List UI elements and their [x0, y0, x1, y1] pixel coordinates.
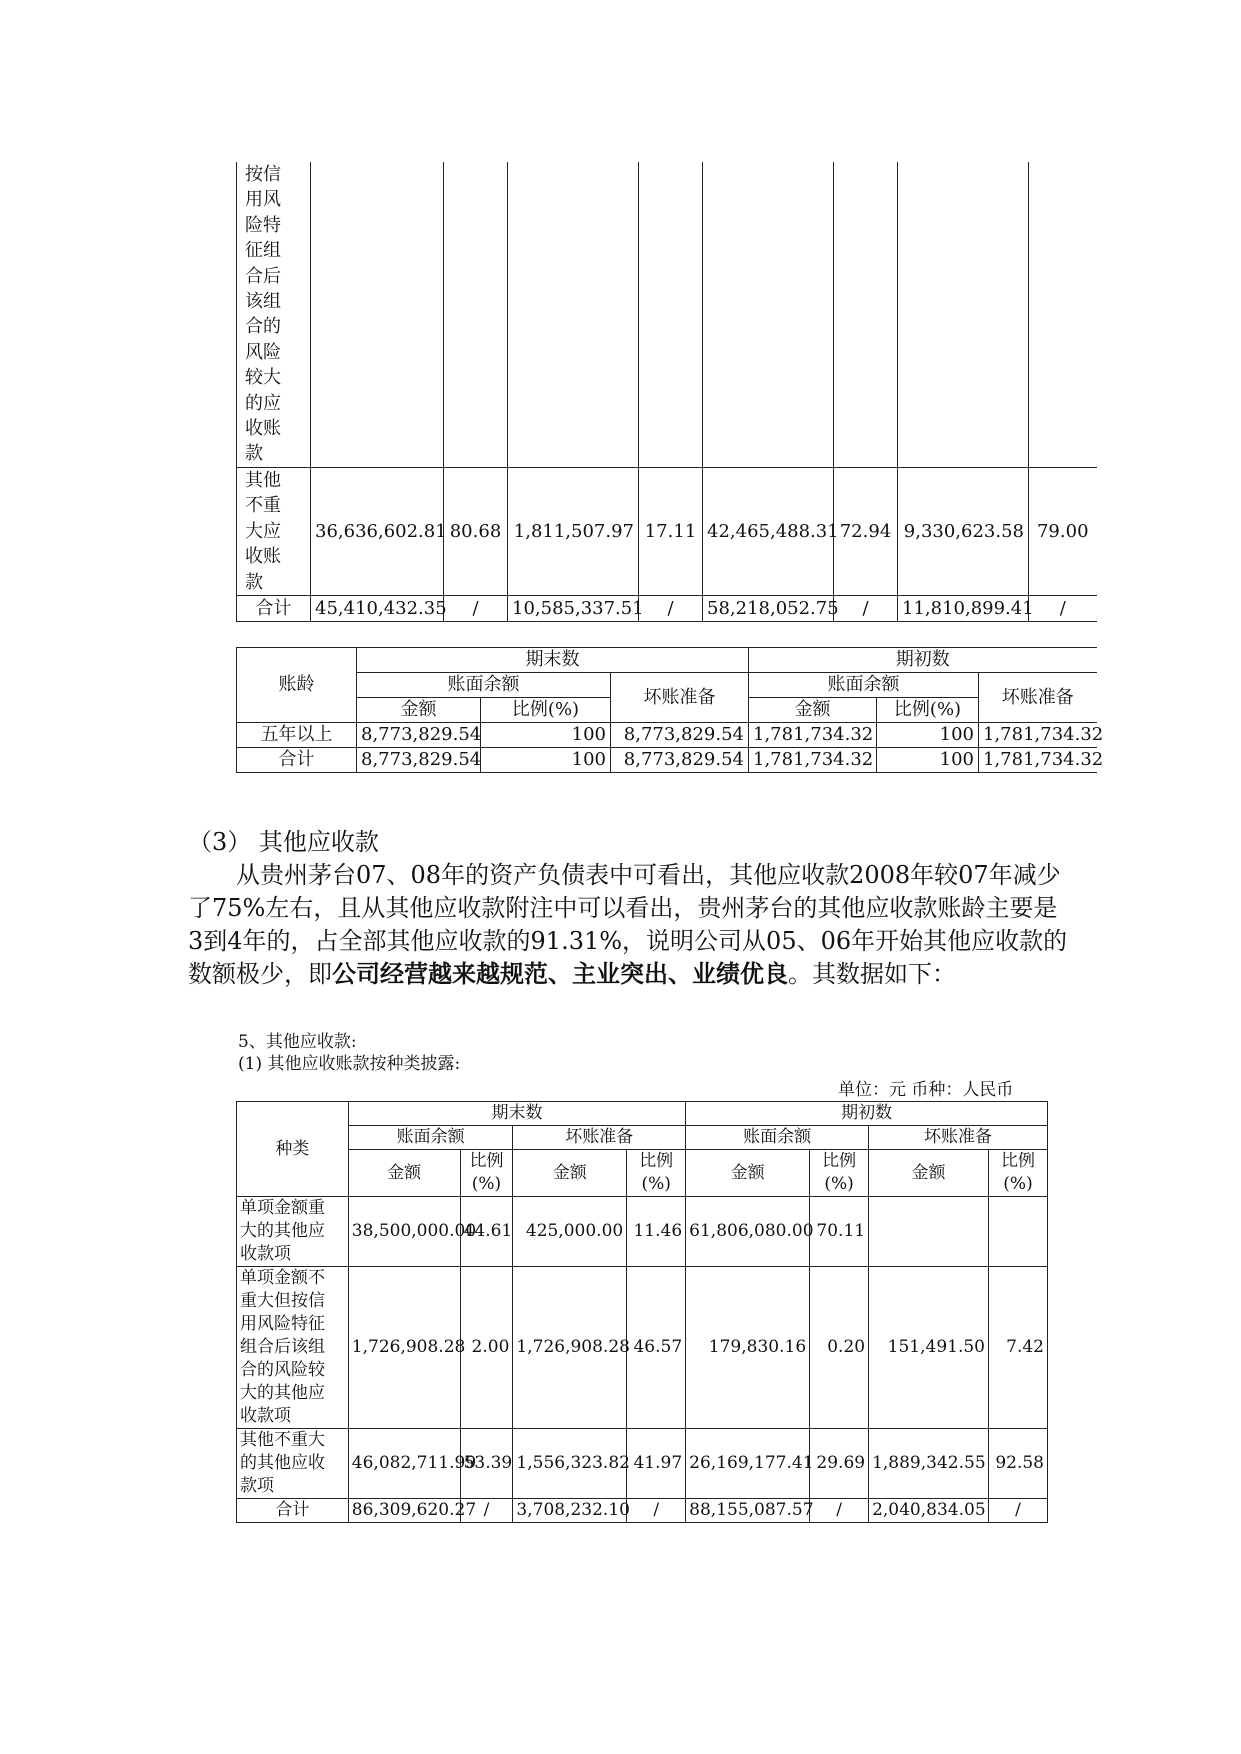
- cell: 11,810,899.41: [898, 595, 1029, 621]
- table-row: [237, 1429, 1048, 1499]
- cell: 46.57: [627, 1267, 686, 1429]
- cell: 179,830.16: [686, 1267, 810, 1429]
- table-row: [237, 748, 1097, 773]
- row-label: 单项金额不 重大但按信 用风险特征 组合后该组 合的风险较 大的其他应 收款项: [237, 1267, 349, 1429]
- cell: 2.00: [460, 1267, 513, 1429]
- table-header-row: [237, 1102, 1048, 1126]
- table-row: [237, 1197, 1048, 1267]
- cell: 1,556,323.82: [513, 1429, 627, 1499]
- cell: 61,806,080.00: [686, 1197, 810, 1267]
- table-row-other: [237, 467, 1097, 595]
- cell: 86,309,620.27: [348, 1499, 460, 1523]
- header-bad-debt: 坏账准备: [611, 673, 749, 723]
- cell: [989, 1197, 1048, 1267]
- cell: 88,155,087.57: [686, 1499, 810, 1523]
- cell: 1,726,908.28: [513, 1267, 627, 1429]
- cell: 41.97: [627, 1429, 686, 1499]
- header-book-balance: 账面余额: [749, 673, 979, 698]
- header-ratio: 比例 (%): [460, 1150, 513, 1197]
- cell: 100: [481, 748, 611, 773]
- header-begin: 期初数: [749, 648, 1097, 673]
- cell: 1,781,734.32: [749, 723, 877, 748]
- cell: 1,781,734.32: [979, 723, 1097, 748]
- paragraph-text: 从贵州茅台07、08年的资产负债表中可看出，其他应收款2008年较07年减少了75%左右，且从其他应收款附注中可以看出，贵州茅台的其他应收款账龄主要是3到4年的，占全部其他应收款的91.31%，说明公司从05、06年开始其他应收款的数额极少，即: [188, 861, 1068, 988]
- receivables-table-continued: [236, 162, 1097, 622]
- cell: 38,500,000.00: [348, 1197, 460, 1267]
- cell: 9,330,623.58: [898, 467, 1029, 595]
- cell: /: [810, 1499, 869, 1523]
- table-row-total: [237, 1499, 1048, 1523]
- cell: 46,082,711.99: [348, 1429, 460, 1499]
- row-label-other: 其他 不重 大应 收账 款: [237, 467, 311, 595]
- cell: 1,811,507.97: [508, 467, 639, 595]
- header-ratio: 比例(%): [481, 698, 611, 723]
- cell: 17.11: [639, 467, 703, 595]
- cell: 8,773,829.54: [611, 748, 749, 773]
- row-label: 单项金额重 大的其他应 收款项: [237, 1197, 349, 1267]
- cell: /: [989, 1499, 1048, 1523]
- cell: 45,410,432.35: [311, 595, 444, 621]
- cell: 70.11: [810, 1197, 869, 1267]
- cell: 2,040,834.05: [869, 1499, 989, 1523]
- header-bad-debt: 坏账准备: [869, 1126, 1048, 1150]
- cell: 42,465,488.31: [703, 467, 834, 595]
- header-book-balance: 账面余额: [686, 1126, 869, 1150]
- cell: [869, 1197, 989, 1267]
- cell: 92.58: [989, 1429, 1048, 1499]
- header-book-balance: 账面余额: [357, 673, 611, 698]
- cell: /: [444, 595, 508, 621]
- header-amount: 金额: [357, 698, 481, 723]
- cell: 36,636,602.81: [311, 467, 444, 595]
- row-label-risk: 按信 用风 险特 征组 合后 该组 合的 风险 较大 的应 收账 款: [237, 162, 311, 467]
- cell: 100: [877, 748, 979, 773]
- aging-table: [236, 647, 1104, 773]
- cell: 151,491.50: [869, 1267, 989, 1429]
- cell: 11.46: [627, 1197, 686, 1267]
- header-aging: 账龄: [237, 648, 357, 723]
- section-heading: （3） 其他应收款: [188, 828, 379, 856]
- body-paragraph: [188, 859, 1068, 991]
- cell: /: [639, 595, 703, 621]
- table-row: [237, 723, 1097, 748]
- table-header-row: [237, 1126, 1048, 1150]
- row-label: 合计: [237, 748, 357, 773]
- cell: /: [1029, 595, 1097, 621]
- cell: 100: [877, 723, 979, 748]
- cell: 1,726,908.28: [348, 1267, 460, 1429]
- paragraph-text-end: 。其数据如下：: [788, 960, 956, 988]
- cell: /: [834, 595, 898, 621]
- cell: 44.61: [460, 1197, 513, 1267]
- header-ratio: 比例(%): [877, 698, 979, 723]
- cell: 8,773,829.54: [357, 748, 481, 773]
- cell: /: [627, 1499, 686, 1523]
- header-amount: 金额: [513, 1150, 627, 1197]
- header-amount: 金额: [869, 1150, 989, 1197]
- header-ratio: 比例 (%): [810, 1150, 869, 1197]
- header-ratio: 比例 (%): [989, 1150, 1048, 1197]
- row-label: 五年以上: [237, 723, 357, 748]
- cell: 100: [481, 723, 611, 748]
- cell: 79.00: [1029, 467, 1097, 595]
- header-ratio: 比例 (%): [627, 1150, 686, 1197]
- cell: 53.39: [460, 1429, 513, 1499]
- header-bad-debt: 坏账准备: [979, 673, 1097, 723]
- cell: 3,708,232.10: [513, 1499, 627, 1523]
- table-header-row: [237, 648, 1097, 673]
- table-row: [237, 1267, 1048, 1429]
- header-amount: 金额: [686, 1150, 810, 1197]
- header-amount: 金额: [749, 698, 877, 723]
- cell: 1,889,342.55: [869, 1429, 989, 1499]
- cell: /: [460, 1499, 513, 1523]
- note-title: 5、其他应收款:: [238, 1032, 357, 1052]
- cell: 80.68: [444, 467, 508, 595]
- table-row-risk: [237, 162, 1097, 467]
- cell: 26,169,177.41: [686, 1429, 810, 1499]
- header-end: 期末数: [348, 1102, 685, 1126]
- cell: 8,773,829.54: [611, 723, 749, 748]
- header-begin: 期初数: [686, 1102, 1048, 1126]
- cell: 1,781,734.32: [749, 748, 877, 773]
- cell: 10,585,337.51: [508, 595, 639, 621]
- header-book-balance: 账面余额: [348, 1126, 513, 1150]
- cell: 0.20: [810, 1267, 869, 1429]
- header-kind: 种类: [237, 1102, 349, 1197]
- cell: 8,773,829.54: [357, 723, 481, 748]
- cell: 1,781,734.32: [979, 748, 1097, 773]
- other-receivables-table: [236, 1101, 1048, 1523]
- table-header-row: [237, 1150, 1048, 1197]
- table-row-total: [237, 595, 1097, 621]
- paragraph-emphasis: 公司经营越来越规范、主业突出、业绩优良: [332, 960, 788, 988]
- note-subtitle: (1) 其他应收账款按种类披露:: [238, 1054, 461, 1074]
- header-amount: 金额: [348, 1150, 460, 1197]
- row-label: 其他不重大 的其他应收 款项: [237, 1429, 349, 1499]
- cell: 7.42: [989, 1267, 1048, 1429]
- cell: 425,000.00: [513, 1197, 627, 1267]
- header-end: 期末数: [357, 648, 749, 673]
- cell: 72.94: [834, 467, 898, 595]
- unit-label: 单位：元 币种：人民币: [838, 1080, 1014, 1100]
- row-label-total: 合计: [237, 1499, 349, 1523]
- table-header-row: [237, 673, 1097, 698]
- cell: 29.69: [810, 1429, 869, 1499]
- row-label-total: 合计: [237, 595, 311, 621]
- header-bad-debt: 坏账准备: [513, 1126, 686, 1150]
- cell: 58,218,052.75: [703, 595, 834, 621]
